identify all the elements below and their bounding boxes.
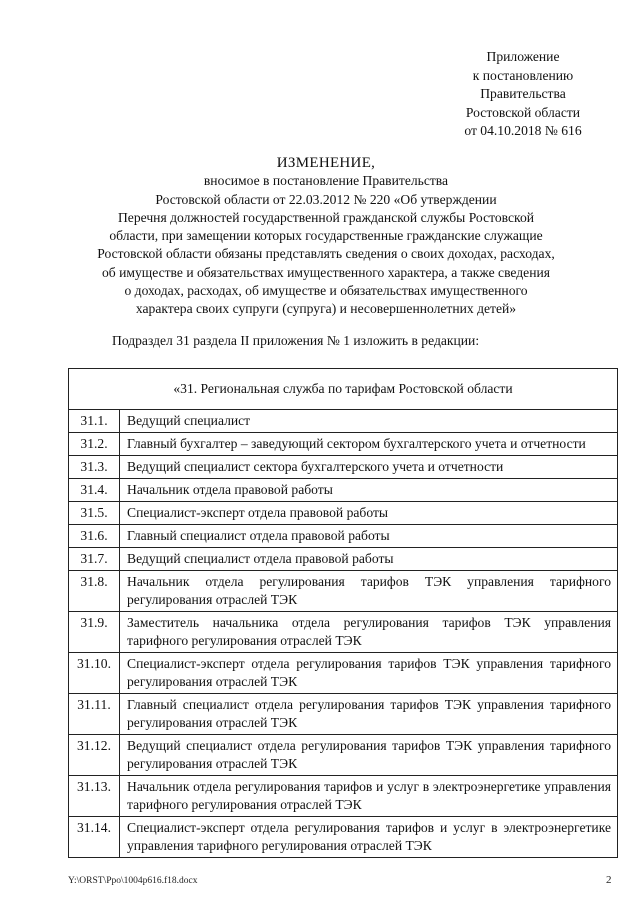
row-position: Ведущий специалист сектора бухгалтерского учета и отчетности (120, 456, 618, 479)
row-position: Ведущий специалист отдела правовой работы (120, 548, 618, 571)
row-number: 31.8. (69, 571, 120, 612)
table-row (69, 525, 618, 548)
appendix-line: Правительства (480, 86, 566, 102)
appendix-line: к постановлению (472, 67, 574, 83)
row-position: Главный специалист отдела регулирования тарифов ТЭК управления тарифного регулирования отраслей ТЭК (120, 694, 618, 735)
document-title: ИЗМЕНЕНИЕ, (276, 155, 376, 171)
row-position: Главный бухгалтер – заведующий сектором бухгалтерского учета и отчетности (120, 433, 618, 456)
row-position: Ведущий специалист отдела регулирования тарифов ТЭК управления тарифного регулирования отраслей ТЭК (120, 735, 618, 776)
row-number: 31.5. (69, 502, 120, 525)
row-position: Начальник отдела регулирования тарифов и услуг в электроэнергетике управления тарифного регулирования отраслей ТЭК (120, 776, 618, 817)
table-row (69, 817, 618, 858)
table-row (69, 410, 618, 433)
heading-line: вносимое в постановление Правительства (203, 173, 449, 189)
heading-line: области, при замещении которых государственные гражданские служащие (109, 228, 543, 244)
row-position: Ведущий специалист (120, 410, 618, 433)
row-position: Главный специалист отдела правовой работы (120, 525, 618, 548)
row-number: 31.2. (69, 433, 120, 456)
page-number: 2 (606, 874, 612, 886)
table-row (69, 456, 618, 479)
table-header-row (69, 369, 618, 410)
appendix-line: Приложение (486, 49, 560, 64)
appendix-line: от 04.10.2018 № 616 (464, 123, 582, 139)
table-header-cell: «31. Региональная служба по тарифам Ростовской области (69, 369, 618, 410)
table-row (69, 776, 618, 817)
heading-line: Ростовской области от 22.03.2012 № 220 «Об утверждении (155, 191, 497, 207)
document-heading (70, 154, 582, 319)
table-row (69, 694, 618, 735)
row-number: 31.14. (69, 817, 120, 858)
row-number: 31.4. (69, 479, 120, 502)
heading-line: об имуществе и обязательствах имущественного характера, а также сведения (101, 264, 551, 280)
heading-line: Перечня должностей государственной гражданской службы Ростовской (117, 209, 535, 225)
table-row (69, 502, 618, 525)
table-row (69, 653, 618, 694)
row-number: 31.10. (69, 653, 120, 694)
row-position: Заместитель начальника отдела регулирования тарифов ТЭК управления тарифного регулирования отраслей ТЭК (120, 612, 618, 653)
row-number: 31.7. (69, 548, 120, 571)
table-row (69, 548, 618, 571)
row-number: 31.1. (69, 410, 120, 433)
footer-file-path: Y:\ORST\Ppo\1004p616.f18.docx (68, 876, 198, 886)
heading-line: Ростовской области обязаны представлять сведения о своих доходах, расходах, (97, 246, 555, 262)
row-number: 31.11. (69, 694, 120, 735)
heading-line: характера своих супруги (супруга) и несовершеннолетних детей» (135, 301, 517, 317)
heading-line: о доходах, расходах, об имуществе и обязательствах имущественного (124, 283, 528, 299)
appendix-block (438, 48, 608, 141)
table-row (69, 433, 618, 456)
row-number: 31.9. (69, 612, 120, 653)
row-number: 31.3. (69, 456, 120, 479)
row-number: 31.6. (69, 525, 120, 548)
table-row (69, 479, 618, 502)
row-position: Специалист-эксперт отдела регулирования тарифов ТЭК управления тарифного регулирования отраслей ТЭК (120, 653, 618, 694)
row-number: 31.13. (69, 776, 120, 817)
row-position: Специалист-эксперт отдела правовой работы (120, 502, 618, 525)
positions-table (68, 368, 618, 858)
appendix-line: Ростовской области (465, 104, 581, 120)
row-position: Начальник отдела регулирования тарифов ТЭК управления тарифного регулирования отраслей ТЭК (120, 571, 618, 612)
intro-paragraph: Подраздел 31 раздела II приложения № 1 изложить в редакции: (112, 333, 480, 348)
table-row (69, 571, 618, 612)
table-row (69, 735, 618, 776)
row-number: 31.12. (69, 735, 120, 776)
row-position: Специалист-эксперт отдела регулирования тарифов и услуг в электроэнергетике управления тарифного регулирования отраслей ТЭК (120, 817, 618, 858)
table-row (69, 612, 618, 653)
row-position: Начальник отдела правовой работы (120, 479, 618, 502)
